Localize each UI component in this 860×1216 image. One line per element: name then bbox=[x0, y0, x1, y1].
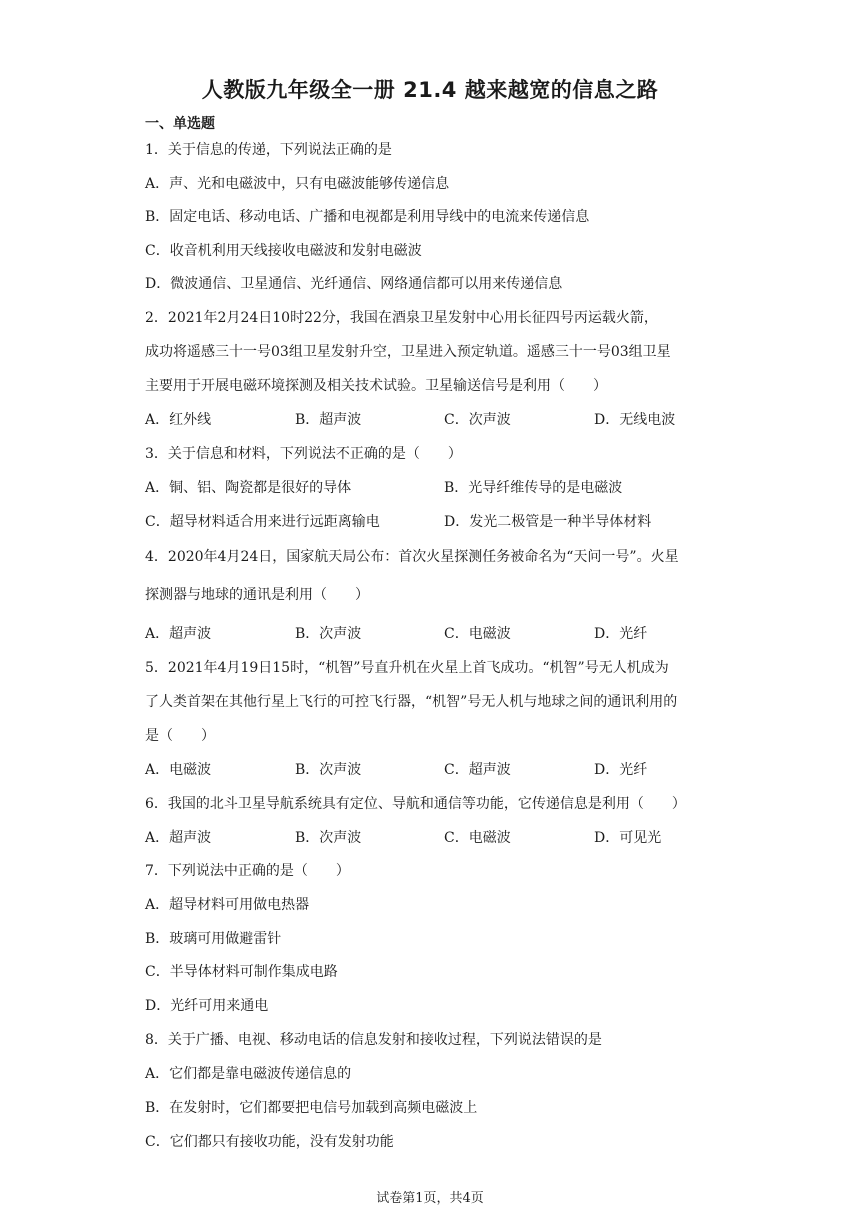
question-5-stem-line-2: 了人类首架在其他行星上飞行的可控飞行器，“机智”号无人机与地球之间的通讯利用的 bbox=[145, 694, 678, 710]
section-heading: 一、单选题 bbox=[145, 116, 215, 132]
document-title: 人教版九年级全一册 21.4 越来越宽的信息之路 bbox=[201, 78, 659, 102]
question-3-option-a: A．铜、铝、陶瓷都是很好的导体 bbox=[145, 480, 352, 496]
question-1-option-d: D．微波通信、卫星通信、光纤通信、网络通信都可以用来传递信息 bbox=[145, 276, 563, 292]
question-3-option-b: B．光导纤维传导的是电磁波 bbox=[444, 480, 623, 496]
question-4-option-d: D．光纤 bbox=[594, 626, 648, 642]
question-7-option-b: B．玻璃可用做避雷针 bbox=[145, 931, 282, 947]
question-5-option-d: D．光纤 bbox=[594, 762, 648, 778]
question-2-option-a: A．红外线 bbox=[145, 412, 212, 428]
question-6-option-b: B．次声波 bbox=[295, 830, 362, 846]
question-3-option-c: C．超导材料适合用来进行远距离输电 bbox=[145, 514, 380, 530]
question-7-option-c: C．半导体材料可制作集成电路 bbox=[145, 964, 338, 980]
question-8-option-a: A．它们都是靠电磁波传递信息的 bbox=[145, 1066, 352, 1082]
question-1-option-c: C．收音机利用天线接收电磁波和发射电磁波 bbox=[145, 243, 422, 259]
question-7-option-a: A．超导材料可用做电热器 bbox=[145, 897, 310, 913]
question-2-option-b: B．超声波 bbox=[295, 412, 362, 428]
question-5-option-a: A．电磁波 bbox=[145, 762, 212, 778]
question-7-stem: 7．下列说法中正确的是（ ） bbox=[145, 863, 350, 879]
question-6-stem: 6．我国的北斗卫星导航系统具有定位、导航和通信等功能，它传递信息是利用（ ） bbox=[145, 796, 686, 812]
question-7-option-d: D．光纤可用来通电 bbox=[145, 998, 269, 1014]
page-footer: 试卷第1页，共4页 bbox=[376, 1191, 484, 1206]
question-2-option-d: D．无线电波 bbox=[594, 412, 676, 428]
question-4-stem-line-2: 探测器与地球的通讯是利用（ ） bbox=[145, 587, 369, 603]
question-5-option-c: C．超声波 bbox=[444, 762, 511, 778]
question-4-stem-line-1: 4．2020年4月24日，国家航天局公布：首次火星探测任务被命名为“天问一号”。火星 bbox=[145, 549, 679, 565]
question-4-option-a: A．超声波 bbox=[145, 626, 212, 642]
question-2-stem-line-1: 2．2021年2月24日10时22分，我国在酒泉卫星发射中心用长征四号丙运载火箭， bbox=[145, 310, 658, 326]
question-5-stem-line-3: 是（ ） bbox=[145, 728, 215, 744]
question-1-option-a: A．声、光和电磁波中，只有电磁波能够传递信息 bbox=[145, 176, 450, 192]
question-4-option-c: C．电磁波 bbox=[444, 626, 511, 642]
question-8-option-b: B．在发射时，它们都要把电信号加载到高频电磁波上 bbox=[145, 1100, 478, 1116]
question-3-option-d: D．发光二极管是一种半导体材料 bbox=[444, 514, 652, 530]
question-3-stem: 3．关于信息和材料，下列说法不正确的是（ ） bbox=[145, 446, 462, 462]
question-6-option-d: D．可见光 bbox=[594, 830, 662, 846]
question-6-option-a: A．超声波 bbox=[145, 830, 212, 846]
question-2-option-c: C．次声波 bbox=[444, 412, 511, 428]
question-5-option-b: B．次声波 bbox=[295, 762, 362, 778]
question-2-stem-line-2: 成功将遥感三十一号03组卫星发射升空，卫星进入预定轨道。遥感三十一号03组卫星 bbox=[145, 344, 671, 360]
question-4-option-b: B．次声波 bbox=[295, 626, 362, 642]
question-5-stem-line-1: 5．2021年4月19日15时，“机智”号直升机在火星上首飞成功。“机智”号无人机成为 bbox=[145, 660, 669, 676]
question-6-option-c: C．电磁波 bbox=[444, 830, 511, 846]
question-1-option-b: B．固定电话、移动电话、广播和电视都是利用导线中的电流来传递信息 bbox=[145, 209, 590, 225]
question-2-stem-line-3: 主要用于开展电磁环境探测及相关技术试验。卫星输送信号是利用（ ） bbox=[145, 378, 607, 394]
question-8-option-c: C．它们都只有接收功能，没有发射功能 bbox=[145, 1134, 394, 1150]
question-1-stem: 1．关于信息的传递，下列说法正确的是 bbox=[145, 142, 392, 158]
question-8-stem: 8．关于广播、电视、移动电话的信息发射和接收过程，下列说法错误的是 bbox=[145, 1032, 602, 1048]
